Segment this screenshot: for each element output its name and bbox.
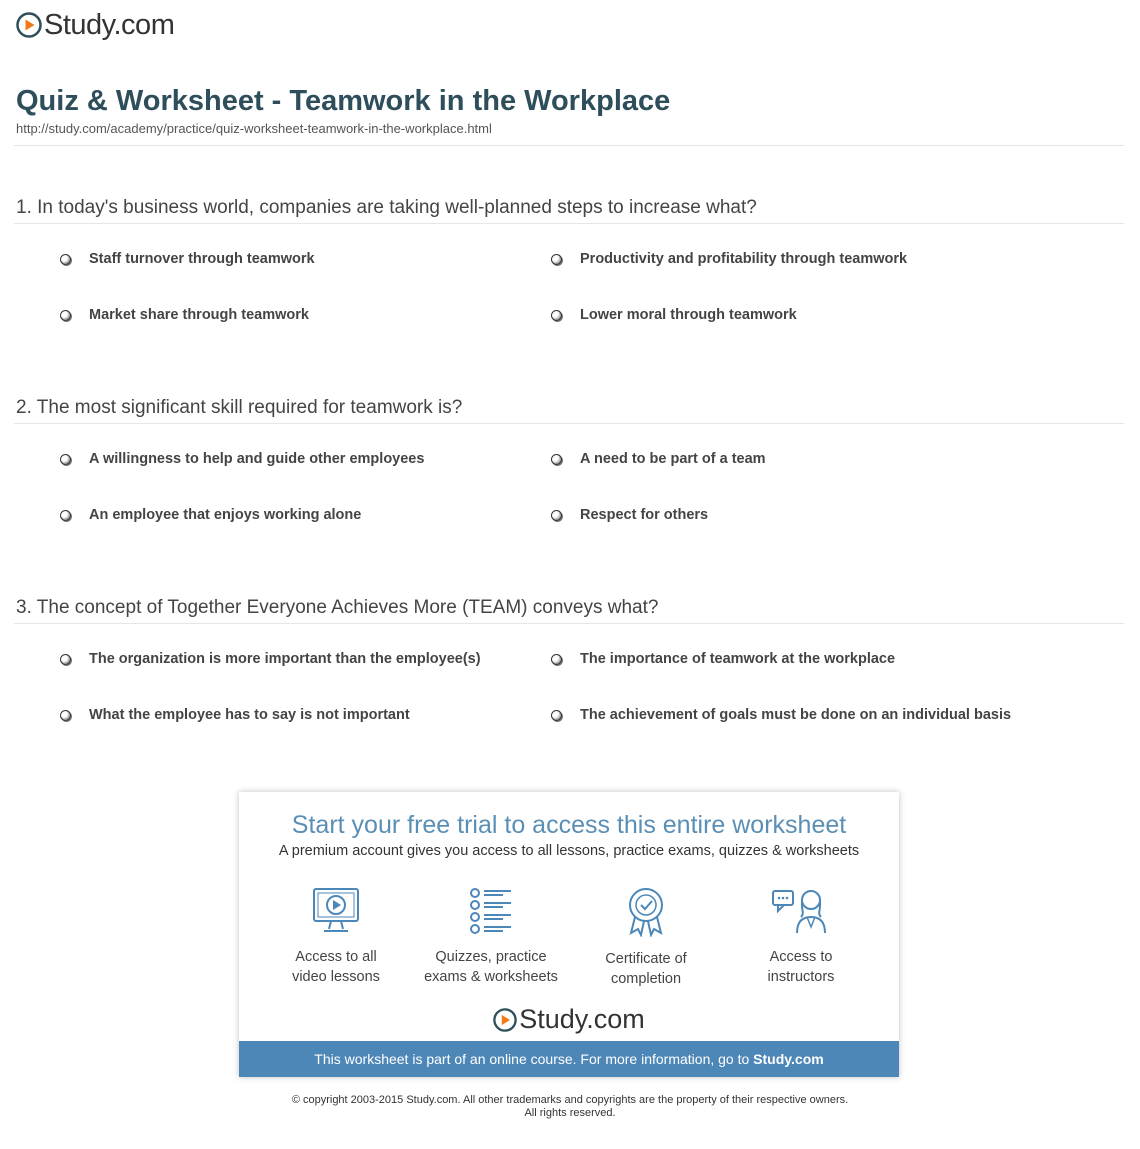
play-circle-logo-icon	[493, 1008, 517, 1032]
feature-video-lessons	[261, 887, 411, 987]
feature-label-line1: Access to all	[295, 949, 377, 965]
certificate-icon	[626, 887, 666, 937]
radio-icon[interactable]	[60, 254, 71, 265]
free-trial-promo	[239, 792, 899, 1077]
copyright-line1: © copyright 2003-2015 Study.com. All other trademarks and copyrights are the property of their respective owners.	[291, 1094, 849, 1106]
radio-icon[interactable]	[551, 710, 562, 721]
feature-label-line1: Certificate of	[605, 951, 687, 967]
instructor-icon	[771, 887, 831, 935]
study-link[interactable]: Study.com	[753, 1051, 824, 1067]
promo-subtitle: A premium account gives you access to all lessons, practice exams, quizzes & worksheets	[278, 843, 860, 859]
play-circle-logo-icon	[16, 12, 42, 38]
radio-icon[interactable]	[551, 254, 562, 265]
question-2-divider	[14, 423, 1124, 424]
promo-info-bar	[239, 1041, 899, 1077]
radio-icon[interactable]	[60, 510, 71, 521]
radio-icon[interactable]	[551, 310, 562, 321]
question-3-divider	[14, 623, 1124, 624]
question-1-option-c[interactable]: Market share through teamwork	[60, 307, 309, 323]
logo-wordmark: Study.com	[44, 9, 175, 41]
radio-icon[interactable]	[60, 454, 71, 465]
study-logo[interactable]	[16, 10, 174, 40]
feature-label-line2: exams & worksheets	[424, 969, 558, 985]
header-divider	[14, 145, 1124, 146]
question-2-option-a[interactable]: A willingness to help and guide other employees	[60, 451, 424, 467]
question-2-text: 2. The most significant skill required for teamwork is?	[16, 397, 463, 418]
radio-icon[interactable]	[551, 454, 562, 465]
radio-icon[interactable]	[60, 654, 71, 665]
feature-label-line2: video lessons	[292, 969, 380, 985]
feature-quizzes	[416, 887, 566, 987]
radio-icon[interactable]	[551, 654, 562, 665]
question-3-option-a[interactable]: The organization is more important than the employee(s)	[60, 651, 481, 667]
feature-instructors	[726, 887, 876, 987]
question-3-text: 3. The concept of Together Everyone Achieves More (TEAM) conveys what?	[16, 597, 659, 618]
question-2-option-b[interactable]: A need to be part of a team	[551, 451, 766, 467]
question-3-option-b[interactable]: The importance of teamwork at the workplace	[551, 651, 895, 667]
page-url: http://study.com/academy/practice/quiz-worksheet-teamwork-in-the-workplace.html	[16, 121, 492, 136]
radio-icon[interactable]	[60, 310, 71, 321]
question-1-text: 1. In today's business world, companies are taking well-planned steps to increase what?	[16, 197, 757, 218]
question-3-option-d[interactable]: The achievement of goals must be done on an individual basis	[551, 707, 1011, 723]
page-title: Quiz & Worksheet - Teamwork in the Workplace	[16, 85, 671, 117]
promo-logo[interactable]	[239, 1004, 899, 1035]
video-lesson-icon	[310, 887, 362, 935]
promo-bar-text: This worksheet is part of an online course. For more information, go to	[314, 1051, 754, 1067]
copyright-line2: All rights reserved.	[524, 1107, 616, 1119]
feature-label-line2: instructors	[767, 969, 835, 985]
promo-logo-wordmark: Study.com	[519, 1004, 645, 1034]
question-2-option-c[interactable]: An employee that enjoys working alone	[60, 507, 361, 523]
feature-certificate	[571, 887, 721, 989]
question-3-option-c[interactable]: What the employee has to say is not important	[60, 707, 410, 723]
question-1-option-d[interactable]: Lower moral through teamwork	[551, 307, 797, 323]
question-1-option-b[interactable]: Productivity and profitability through teamwork	[551, 251, 907, 267]
radio-icon[interactable]	[551, 510, 562, 521]
copyright-footer	[0, 1094, 1140, 1120]
feature-label-line1: Quizzes, practice	[435, 949, 547, 965]
question-1-option-a[interactable]: Staff turnover through teamwork	[60, 251, 315, 267]
question-2-option-d[interactable]: Respect for others	[551, 507, 708, 523]
promo-title[interactable]: Start your free trial to access this entire worksheet	[291, 811, 847, 839]
radio-icon[interactable]	[60, 710, 71, 721]
question-1-divider	[14, 223, 1124, 224]
feature-label-line1: Access to	[769, 949, 833, 965]
feature-label-line2: completion	[610, 971, 682, 987]
quiz-list-icon	[469, 887, 513, 935]
